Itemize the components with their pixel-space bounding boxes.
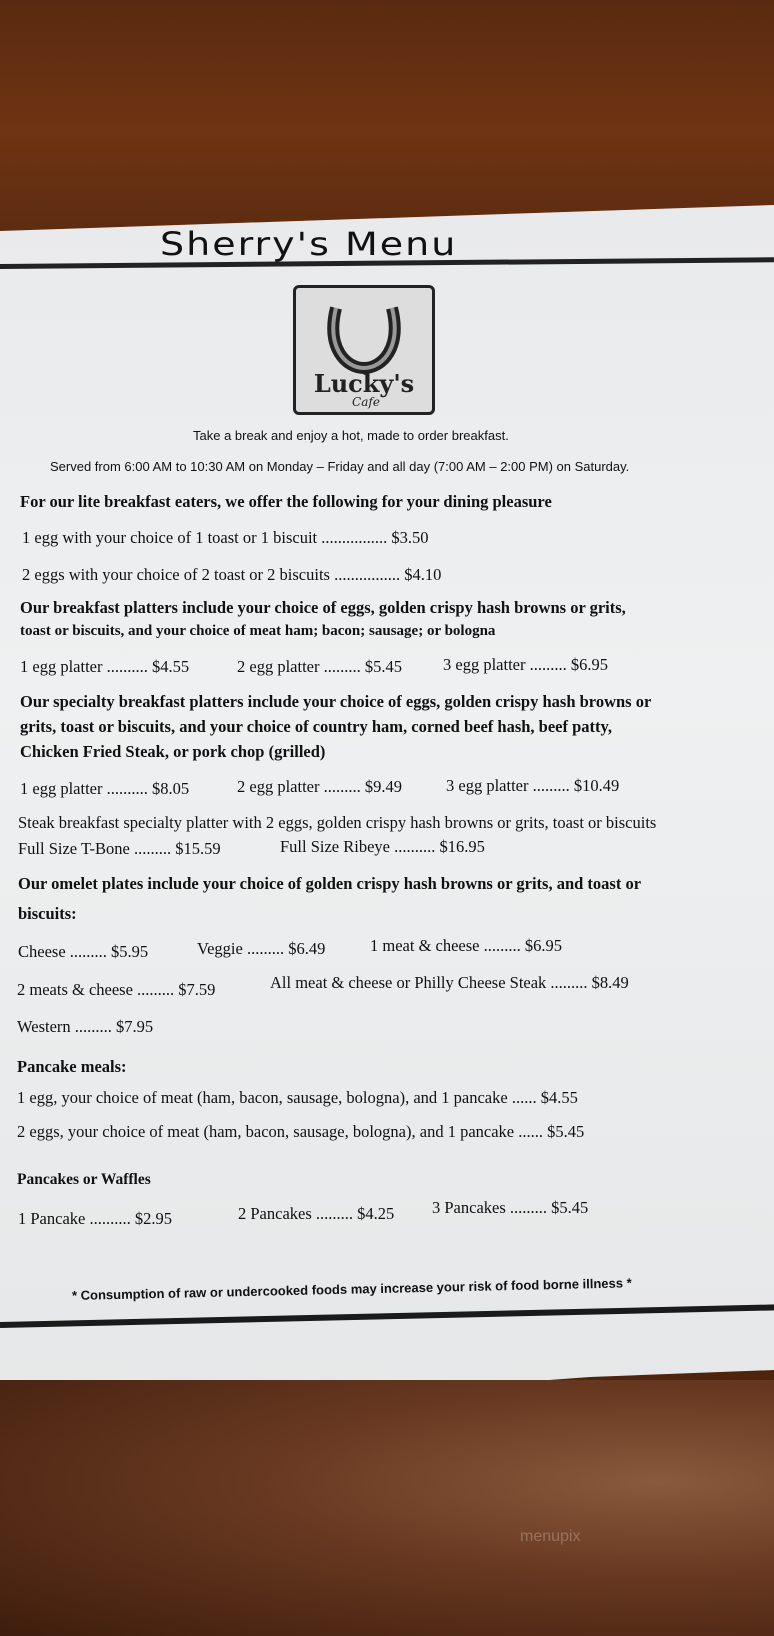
menu-item: 2 Pancakes ......... $4.25	[238, 1204, 395, 1223]
pancake-meals-heading: Pancake meals:	[17, 1057, 127, 1076]
menu-item: 3 egg platter ......... $10.49	[446, 776, 620, 795]
steak-description: Steak breakfast specialty platter with 2 eggs, golden crispy hash browns or grits, toast or biscuits	[18, 813, 657, 832]
menu-item: 1 egg with your choice of 1 toast or 1 biscuit ................ $3.50	[22, 528, 429, 547]
menu-item: 3 egg platter ......... $6.95	[443, 655, 608, 674]
menu-item: 2 egg platter ......... $5.45	[237, 657, 402, 676]
svg-text:Cafe: Cafe	[352, 395, 380, 409]
menu-item: 2 meats & cheese ......... $7.59	[17, 980, 216, 999]
menu-item: 2 egg platter ......... $9.49	[237, 777, 402, 796]
menu-item: 3 Pancakes ......... $5.45	[432, 1198, 589, 1217]
lucky-cafe-logo	[293, 285, 435, 415]
menu-item: 2 eggs, your choice of meat (ham, bacon, sausage, bologna), and 1 pancake ...... $5.45	[17, 1122, 585, 1141]
menu-item: 1 Pancake .......... $2.95	[18, 1209, 172, 1228]
menu-item: 1 egg platter .......... $4.55	[20, 657, 190, 676]
menu-item: Western ......... $7.95	[17, 1017, 154, 1036]
menu-item: All meat & cheese or Philly Cheese Steak ......... $8.49	[270, 973, 629, 992]
hours: Served from 6:00 AM to 10:30 AM on Monday – Friday and all day (7:00 AM – 2:00 PM) on Saturday.	[50, 459, 630, 474]
lite-heading: For our lite breakfast eaters, we offer the following for your dining pleasure	[20, 492, 552, 511]
specialty-heading: Our specialty breakfast platters include your choice of eggs, golden crispy hash browns or	[20, 692, 652, 711]
menu-item: 1 egg, your choice of meat (ham, bacon, sausage, bologna), and 1 pancake ...... $4.55	[17, 1088, 578, 1107]
menu-item: 1 meat & cheese ......... $6.95	[370, 936, 562, 955]
menu-item: Cheese ......... $5.95	[18, 942, 149, 961]
specialty-heading: Chicken Fried Steak, or pork chop (grilled)	[20, 742, 326, 761]
menu-item: Full Size T-Bone ......... $15.59	[18, 839, 221, 858]
watermark: menupix	[520, 1528, 581, 1545]
menu-item: 2 eggs with your choice of 2 toast or 2 biscuits ................ $4.10	[22, 565, 442, 584]
horseshoe-icon	[296, 288, 432, 412]
menu-item: 1 egg platter .......... $8.05	[20, 779, 190, 798]
svg-text:Lucky's: Lucky's	[313, 369, 415, 398]
specialty-heading: grits, toast or biscuits, and your choice of country ham, corned beef hash, beef patty,	[20, 717, 613, 736]
tagline: Take a break and enjoy a hot, made to order breakfast.	[193, 428, 509, 443]
omelet-heading: biscuits:	[18, 904, 77, 923]
menu-item: Full Size Ribeye .......... $16.95	[280, 837, 485, 856]
platters-heading: Our breakfast platters include your choice of eggs, golden crispy hash browns or grits,	[20, 598, 626, 617]
leather-background	[0, 1380, 774, 1636]
menu-title: Sherry's Menu	[160, 225, 458, 263]
food-safety-disclaimer: * Consumption of raw or undercooked foods may increase your risk of food borne illness *	[71, 1275, 632, 1303]
omelet-heading: Our omelet plates include your choice of golden crispy hash browns or grits, and toast or	[18, 874, 642, 893]
pancakes-heading: Pancakes or Waffles	[17, 1171, 151, 1188]
menu-item: Veggie ......... $6.49	[197, 939, 326, 958]
platters-heading: toast or biscuits, and your choice of meat ham; bacon; sausage; or bologna	[20, 623, 496, 639]
